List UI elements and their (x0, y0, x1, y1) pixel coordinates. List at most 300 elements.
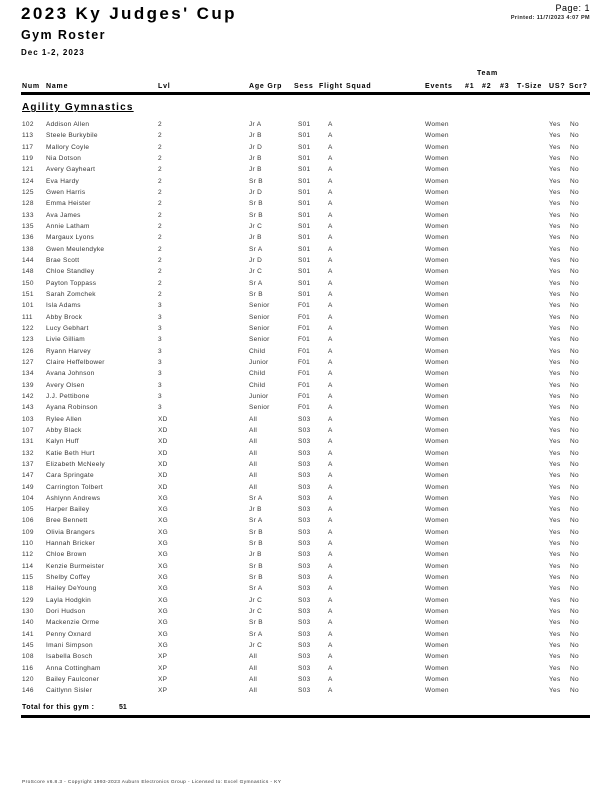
row-events: Women (425, 517, 449, 525)
row-flight: A (328, 381, 333, 389)
column-header-flight: Flight (319, 83, 343, 90)
table-row (0, 131, 612, 142)
row-level: 3 (158, 358, 162, 366)
row-name: Ryann Harvey (46, 347, 91, 355)
row-session: S01 (298, 211, 311, 219)
row-us-member: Yes (549, 234, 561, 242)
row-age-group: All (249, 472, 258, 480)
row-us-member: Yes (549, 460, 561, 468)
row-name: Dori Hudson (46, 608, 86, 616)
row-events: Women (425, 608, 449, 616)
row-flight: A (328, 415, 333, 423)
row-num: 101 (22, 302, 34, 310)
column-header-num: Num (22, 83, 40, 90)
row-level: XG (158, 642, 168, 650)
row-age-group: Jr A (249, 121, 262, 128)
total-value: 51 (119, 704, 127, 711)
row-flight: A (328, 166, 333, 174)
row-events: Women (425, 200, 449, 208)
row-scratched: No (570, 608, 579, 616)
row-flight: A (328, 188, 333, 196)
row-age-group: Child (249, 347, 266, 355)
row-session: S03 (298, 687, 311, 695)
row-scratched: No (570, 324, 579, 332)
row-session: S03 (298, 653, 311, 661)
row-age-group: Sr A (249, 279, 263, 287)
row-scratched: No (570, 245, 579, 253)
row-flight: A (328, 551, 333, 559)
row-level: XG (158, 574, 168, 582)
row-us-member: Yes (549, 528, 561, 536)
row-num: 139 (22, 381, 34, 389)
row-num: 147 (22, 472, 34, 480)
row-scratched: No (570, 653, 579, 661)
row-age-group: Jr D (249, 143, 263, 151)
row-name: Abby Black (46, 426, 82, 434)
row-events: Women (425, 245, 449, 253)
row-age-group: Sr B (249, 290, 263, 298)
table-row (0, 177, 612, 188)
table-row (0, 562, 612, 573)
row-session: S01 (298, 143, 311, 151)
row-name: Mackenzie Orme (46, 619, 100, 627)
row-name: Abby Brock (46, 313, 83, 321)
row-session: F01 (298, 302, 311, 310)
row-age-group: Sr B (249, 574, 263, 582)
row-flight: A (328, 290, 333, 298)
row-num: 109 (22, 528, 34, 536)
row-events: Women (425, 574, 449, 582)
row-scratched: No (570, 222, 579, 230)
row-num: 123 (22, 336, 34, 344)
table-row (0, 143, 612, 154)
row-us-member: Yes (549, 472, 561, 480)
row-us-member: Yes (549, 415, 561, 423)
row-flight: A (328, 460, 333, 468)
row-level: XG (158, 494, 168, 502)
row-us-member: Yes (549, 313, 561, 321)
row-session: S01 (298, 166, 311, 174)
row-num: 104 (22, 494, 34, 502)
row-age-group: Jr B (249, 506, 262, 514)
row-session: S03 (298, 676, 311, 684)
row-age-group: Sr B (249, 177, 263, 185)
row-events: Women (425, 585, 449, 593)
row-session: F01 (298, 324, 311, 332)
row-age-group: Sr A (249, 630, 263, 638)
row-session: S03 (298, 540, 311, 548)
row-us-member: Yes (549, 268, 561, 276)
table-row (0, 415, 612, 426)
row-events: Women (425, 562, 449, 570)
row-session: F01 (298, 392, 311, 400)
column-header-team1: #1 (465, 83, 475, 90)
row-scratched: No (570, 517, 579, 525)
row-us-member: Yes (549, 256, 561, 264)
row-us-member: Yes (549, 324, 561, 332)
row-age-group: All (249, 449, 258, 457)
row-name: Sarah Zomchek (46, 290, 96, 298)
row-age-group: Senior (249, 336, 270, 344)
row-session: S01 (298, 222, 311, 230)
row-age-group: Jr B (249, 234, 262, 242)
row-num: 125 (22, 188, 34, 196)
row-age-group: Jr D (249, 188, 263, 196)
table-row (0, 505, 612, 516)
row-name: Ava James (46, 211, 81, 219)
row-events: Women (425, 472, 449, 480)
row-flight: A (328, 324, 333, 332)
row-level: XP (158, 664, 168, 672)
row-num: 140 (22, 619, 34, 627)
row-num: 138 (22, 245, 34, 253)
row-age-group: Sr A (249, 494, 263, 502)
row-age-group: All (249, 438, 258, 446)
row-session: S01 (298, 177, 311, 185)
row-scratched: No (570, 313, 579, 321)
row-flight: A (328, 676, 333, 684)
row-us-member: Yes (549, 200, 561, 208)
row-level: 2 (158, 245, 162, 253)
row-session: S01 (298, 268, 311, 276)
row-age-group: Sr B (249, 528, 263, 536)
row-scratched: No (570, 132, 579, 140)
row-us-member: Yes (549, 438, 561, 446)
row-session: S01 (298, 121, 311, 128)
meet-date: Dec 1-2, 2023 (21, 48, 85, 57)
row-scratched: No (570, 562, 579, 570)
row-level: 2 (158, 279, 162, 287)
row-us-member: Yes (549, 154, 561, 162)
table-row (0, 188, 612, 199)
row-level: XG (158, 608, 168, 616)
row-events: Women (425, 154, 449, 162)
row-name: Lucy Gebhart (46, 324, 89, 332)
row-num: 129 (22, 596, 34, 604)
row-level: XG (158, 562, 168, 570)
row-level: 2 (158, 143, 162, 151)
row-num: 117 (22, 143, 34, 151)
row-num: 102 (22, 121, 34, 128)
row-scratched: No (570, 154, 579, 162)
row-events: Women (425, 596, 449, 604)
row-flight: A (328, 268, 333, 276)
table-row (0, 279, 612, 290)
table-row (0, 573, 612, 584)
table-row (0, 120, 612, 131)
row-num: 148 (22, 268, 34, 276)
row-name: Olivia Brangers (46, 528, 95, 536)
row-session: S03 (298, 664, 311, 672)
row-name: Anna Cottingham (46, 664, 101, 672)
row-age-group: All (249, 653, 258, 661)
row-events: Women (425, 268, 449, 276)
row-level: 3 (158, 370, 162, 378)
row-scratched: No (570, 438, 579, 446)
row-num: 130 (22, 608, 34, 616)
row-events: Women (425, 336, 449, 344)
row-level: 2 (158, 211, 162, 219)
row-name: Bree Bennett (46, 517, 88, 525)
row-scratched: No (570, 449, 579, 457)
row-events: Women (425, 313, 449, 321)
row-age-group: Jr C (249, 642, 263, 650)
row-session: S03 (298, 596, 311, 604)
column-header-scr: Scr? (569, 83, 588, 90)
row-events: Women (425, 664, 449, 672)
row-name: Gwen Meulendyke (46, 245, 105, 253)
row-scratched: No (570, 143, 579, 151)
table-row (0, 256, 612, 267)
table-row (0, 392, 612, 403)
row-flight: A (328, 143, 333, 151)
row-name: Steele Burkybile (46, 132, 98, 140)
row-us-member: Yes (549, 517, 561, 525)
row-session: F01 (298, 313, 311, 321)
row-level: XG (158, 596, 168, 604)
table-row (0, 630, 612, 641)
row-flight: A (328, 630, 333, 638)
row-us-member: Yes (549, 381, 561, 389)
meet-title: 2023 Ky Judges' Cup (21, 4, 237, 23)
row-level: 3 (158, 336, 162, 344)
table-row (0, 313, 612, 324)
row-session: F01 (298, 347, 311, 355)
row-name: Penny Oxnard (46, 630, 92, 638)
table-row (0, 324, 612, 335)
row-us-member: Yes (549, 687, 561, 695)
row-scratched: No (570, 347, 579, 355)
row-age-group: Jr B (249, 132, 262, 140)
row-level: 3 (158, 392, 162, 400)
row-name: Carrington Tolbert (46, 483, 103, 491)
row-flight: A (328, 313, 333, 321)
row-scratched: No (570, 177, 579, 185)
row-events: Women (425, 302, 449, 310)
row-flight: A (328, 585, 333, 593)
row-session: S03 (298, 517, 311, 525)
row-flight: A (328, 200, 333, 208)
row-session: S03 (298, 506, 311, 514)
table-row (0, 335, 612, 346)
row-us-member: Yes (549, 290, 561, 298)
row-events: Women (425, 415, 449, 423)
row-events: Women (425, 551, 449, 559)
row-session: F01 (298, 404, 311, 412)
row-level: 3 (158, 324, 162, 332)
row-num: 141 (22, 630, 34, 638)
row-name: Kalyn Huff (46, 438, 79, 446)
row-events: Women (425, 279, 449, 287)
row-level: XG (158, 630, 168, 638)
row-level: XG (158, 506, 168, 514)
row-events: Women (425, 370, 449, 378)
table-row (0, 437, 612, 448)
row-events: Women (425, 426, 449, 434)
row-flight: A (328, 404, 333, 412)
row-name: Chloe Brown (46, 551, 87, 559)
row-events: Women (425, 494, 449, 502)
row-scratched: No (570, 302, 579, 310)
row-events: Women (425, 642, 449, 650)
row-level: XD (158, 472, 168, 480)
row-num: 144 (22, 256, 34, 264)
table-row (0, 607, 612, 618)
row-scratched: No (570, 483, 579, 491)
footer-divider (21, 715, 590, 718)
row-age-group: Senior (249, 404, 270, 412)
row-level: 2 (158, 200, 162, 208)
row-us-member: Yes (549, 426, 561, 434)
row-num: 108 (22, 653, 34, 661)
row-num: 131 (22, 438, 34, 446)
row-num: 137 (22, 460, 34, 468)
row-session: S03 (298, 642, 311, 650)
row-level: XG (158, 619, 168, 627)
row-level: XG (158, 551, 168, 559)
row-session: S03 (298, 574, 311, 582)
row-name: Layla Hodgkin (46, 596, 92, 604)
row-scratched: No (570, 404, 579, 412)
row-name: Ashlynn Andrews (46, 494, 101, 502)
row-events: Women (425, 687, 449, 695)
row-flight: A (328, 358, 333, 366)
row-events: Women (425, 528, 449, 536)
row-level: 3 (158, 404, 162, 412)
row-flight: A (328, 483, 333, 491)
row-us-member: Yes (549, 653, 561, 661)
row-num: 150 (22, 279, 34, 287)
row-flight: A (328, 426, 333, 434)
row-name: Hannah Bricker (46, 540, 95, 548)
row-name: Hailey DeYoung (46, 585, 97, 593)
row-age-group: Jr B (249, 551, 262, 559)
row-scratched: No (570, 596, 579, 604)
row-session: S01 (298, 200, 311, 208)
row-level: XD (158, 449, 168, 457)
row-us-member: Yes (549, 279, 561, 287)
row-flight: A (328, 540, 333, 548)
row-us-member: Yes (549, 619, 561, 627)
row-session: F01 (298, 358, 311, 366)
row-age-group: Junior (249, 392, 269, 400)
row-num: 133 (22, 211, 34, 219)
row-num: 136 (22, 234, 34, 242)
row-session: S03 (298, 449, 311, 457)
row-num: 128 (22, 200, 34, 208)
row-level: 3 (158, 302, 162, 310)
row-name: Eva Hardy (46, 177, 80, 185)
row-age-group: All (249, 483, 258, 491)
row-scratched: No (570, 506, 579, 514)
row-events: Women (425, 358, 449, 366)
row-level: 2 (158, 268, 162, 276)
row-num: 103 (22, 415, 34, 423)
table-row (0, 675, 612, 686)
row-age-group: Jr C (249, 608, 263, 616)
row-scratched: No (570, 256, 579, 264)
row-us-member: Yes (549, 211, 561, 219)
row-session: S01 (298, 132, 311, 140)
row-level: 3 (158, 313, 162, 321)
row-num: 124 (22, 177, 34, 185)
row-us-member: Yes (549, 494, 561, 502)
row-events: Women (425, 483, 449, 491)
row-name: Claire Heffelbower (46, 358, 105, 366)
row-level: 3 (158, 347, 162, 355)
row-events: Women (425, 324, 449, 332)
row-num: 115 (22, 574, 34, 582)
row-age-group: Sr B (249, 562, 263, 570)
row-num: 121 (22, 166, 34, 174)
row-us-member: Yes (549, 336, 561, 344)
row-us-member: Yes (549, 574, 561, 582)
row-age-group: All (249, 426, 258, 434)
row-num: 106 (22, 517, 34, 525)
table-row (0, 381, 612, 392)
row-num: 113 (22, 132, 34, 140)
column-header-team3: #3 (500, 83, 510, 90)
row-level: XD (158, 426, 168, 434)
table-row (0, 528, 612, 539)
row-us-member: Yes (549, 596, 561, 604)
row-session: S01 (298, 290, 311, 298)
row-scratched: No (570, 381, 579, 389)
table-row (0, 539, 612, 550)
row-us-member: Yes (549, 676, 561, 684)
row-age-group: Child (249, 370, 266, 378)
row-events: Women (425, 449, 449, 457)
row-level: XP (158, 687, 168, 695)
row-level: XG (158, 540, 168, 548)
row-events: Women (425, 381, 449, 389)
row-events: Women (425, 211, 449, 219)
row-age-group: Senior (249, 302, 270, 310)
row-scratched: No (570, 200, 579, 208)
row-name: J.J. Pettibone (46, 392, 90, 400)
row-us-member: Yes (549, 392, 561, 400)
row-name: Cara Springate (46, 472, 94, 480)
row-name: Chloe Standley (46, 268, 95, 276)
row-session: S03 (298, 551, 311, 559)
row-name: Avana Johnson (46, 370, 95, 378)
row-age-group: Jr B (249, 166, 262, 174)
table-row (0, 652, 612, 663)
row-flight: A (328, 256, 333, 264)
column-header-tsize: T-Size (517, 83, 543, 90)
copyright-footer: ProScore v6.8.3 - Copyright 1993-2023 Auburn Electronics Group - Licensed to: Excel Gymnastics - KY (22, 780, 282, 785)
row-num: 114 (22, 562, 34, 570)
row-flight: A (328, 642, 333, 650)
table-row (0, 641, 612, 652)
row-us-member: Yes (549, 642, 561, 650)
row-events: Women (425, 234, 449, 242)
row-events: Women (425, 540, 449, 548)
row-scratched: No (570, 540, 579, 548)
column-header-team2: #2 (482, 83, 492, 90)
row-age-group: Sr B (249, 619, 263, 627)
row-us-member: Yes (549, 188, 561, 196)
row-session: S03 (298, 528, 311, 536)
row-session: S01 (298, 154, 311, 162)
row-age-group: Sr A (249, 245, 263, 253)
row-level: 2 (158, 234, 162, 242)
row-scratched: No (570, 279, 579, 287)
row-us-member: Yes (549, 630, 561, 638)
row-session: S03 (298, 472, 311, 480)
row-level: 2 (158, 121, 162, 128)
table-row (0, 211, 612, 222)
